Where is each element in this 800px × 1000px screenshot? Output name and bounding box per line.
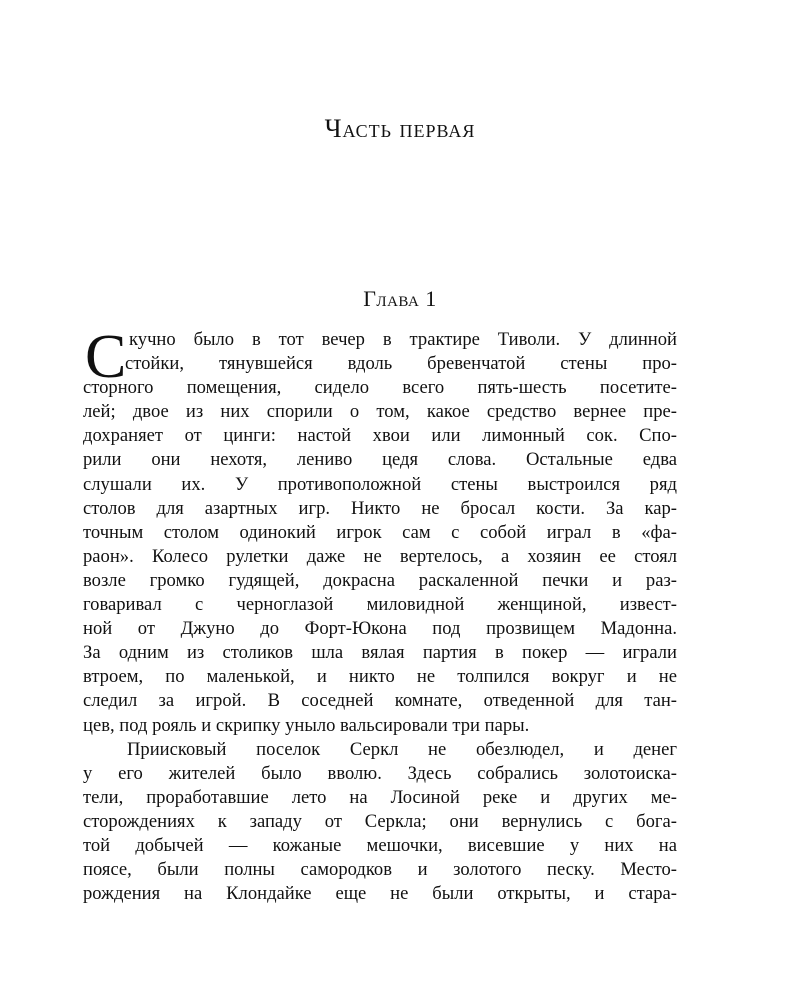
drop-cap: С [85, 323, 127, 391]
text-line: За одним из столиков шла вялая партия в покер — играли [83, 642, 677, 664]
text-line: точным столом одинокий игрок сам с собой играл в «фа- [83, 521, 677, 543]
text-line: стойки, тянувшейся вдоль бревенчатой стены про- [125, 353, 677, 375]
text-line: слушали их. У противоположной стены выстроился ряд [83, 473, 677, 495]
text-line: столов для азартных игр. Никто не бросал кости. За кар- [83, 497, 677, 519]
chapter-title: Глава 1 [363, 286, 437, 311]
text-line: кучно было в тот вечер в трактире Тиволи. У длинной [129, 329, 677, 350]
text-line: ной от Джуно до Форт-Юкона под прозвищем Мадонна. [83, 618, 677, 640]
text-line: лей; двое из них спорили о том, какое средство вернее пре- [83, 401, 677, 423]
text-line: сторождениях к западу от Серкла; они вернулись с бога- [83, 810, 677, 832]
part-title: Часть первая [324, 114, 476, 143]
body-text [83, 323, 677, 906]
text-line: Приисковый поселок Серкл не обезлюдел, и денег [127, 738, 677, 760]
text-line: цев, под рояль и скрипку уныло вальсировали три пары. [83, 714, 530, 736]
text-line: возле громко гудящей, докрасна раскаленной печки и раз- [83, 569, 677, 591]
text-line: тели, проработавшие лето на Лосиной реке и других ме- [83, 786, 677, 808]
paragraph-2 [83, 738, 677, 907]
text-line: следил за игрой. В соседней комнате, отведенной для тан- [83, 690, 677, 712]
text-line: той добычей — кожаные мешочки, висевшие у них на [83, 834, 677, 856]
text-line: поясе, были полны самородков и золотого песку. Место- [83, 859, 677, 881]
text-line: дохраняет от цинги: настой хвои или лимонный сок. Спо- [83, 425, 677, 447]
text-line: рождения на Клондайке еще не были открыты, и стара- [83, 883, 677, 905]
text-line: у его жителей было вволю. Здесь собрались золотоиска- [83, 762, 677, 784]
text-line: втроем, по маленькой, и никто не толпился вокруг и не [83, 666, 677, 688]
text-line: рили они нехотя, лениво цедя слова. Остальные едва [83, 449, 677, 471]
text-line: сторного помещения, сидело всего пять-шесть посетите- [83, 377, 677, 399]
text-line: раон». Колесо рулетки даже не вертелось, а хозяин ее стоял [83, 545, 677, 567]
text-line: говаривал с черноглазой миловидной женщиной, извест- [83, 594, 677, 616]
paragraph-1 [83, 323, 677, 738]
